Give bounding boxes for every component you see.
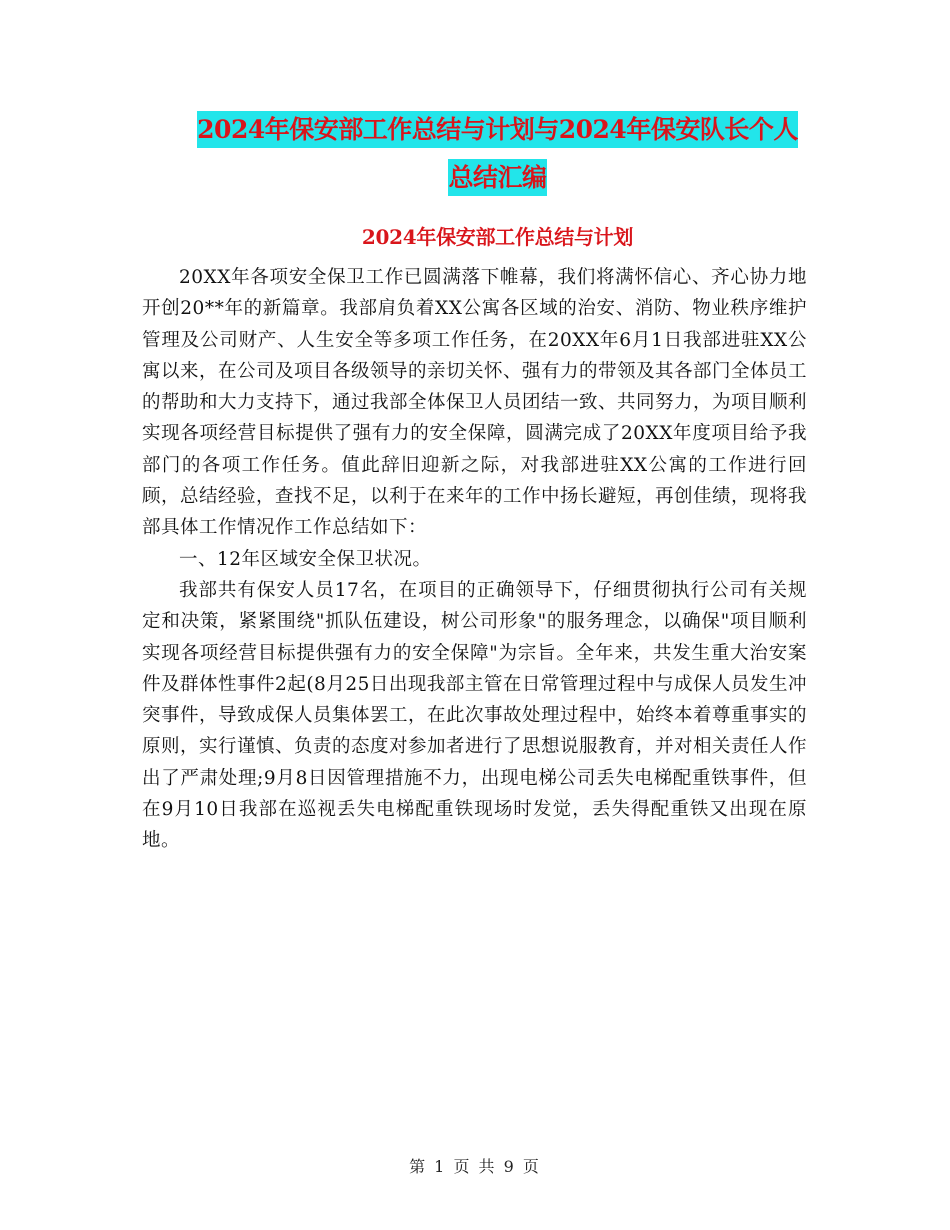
page-footer: 第 1 页 共 9 页	[409, 1157, 541, 1176]
main-title	[140, 106, 855, 202]
main-title-line1: 2024年保安部工作总结与计划与2024年保安队长个人	[197, 111, 798, 148]
paragraph-heading-1: 一、12年区域安全保卫状况。	[179, 548, 432, 570]
section-title: 2024年保安部工作总结与计划	[361, 225, 634, 249]
main-title-line2: 总结汇编	[448, 159, 546, 196]
body-text	[142, 262, 807, 857]
paragraph-intro: 20XX年各项安全保卫工作已圆满落下帷幕，我们将满怀信心、齐心协力地开创20**年的新篇章。我部肩负着XX公寓各区域的治安、消防、物业秩序维护管理及公司财产、人生安全等多项工作任务，在20XX年6月1日我部进驻XX公寓以来，在公司及项目各级领导的亲切关怀、强有力的带领及其各部门全体员工的帮助和大力支持下，通过我部全体保卫人员团结一致、共同努力，为项目顺利实现各项经营目标提供了强有力的安全保障，圆满完成了20XX年度项目给予我部门的各项工作任务。值此辞旧迎新之际，对我部进驻XX公寓的工作进行回顾，总结经验，查找不足，以利于在来年的工作中扬长避短，再创佳绩，现将我部具体工作情况作工作总结如下：	[142, 267, 808, 539]
paragraph-security-status: 我部共有保安人员17名，在项目的正确领导下，仔细贯彻执行公司有关规定和决策，紧紧围绕"抓队伍建设，树公司形象"的服务理念，以确保"项目顺利实现各项经营目标提供强有力的安全保障"为宗旨。全年来，共发生重大治安案件及群体性事件2起(8月25日出现我部主管在日常管理过程中与成保人员发生冲突事件，导致成保人员集体罢工，在此次事故处理过程中，始终本着尊重事实的原则，实行谨慎、负责的态度对参加者进行了思想说服教育，并对相关责任人作出了严肃处理;9月8日因管理措施不力，出现电梯公司丢失电梯配重铁事件，但在9月10日我部在巡视丢失电梯配重铁现场时发觉，丢失得配重铁又出现在原地。	[142, 579, 808, 852]
